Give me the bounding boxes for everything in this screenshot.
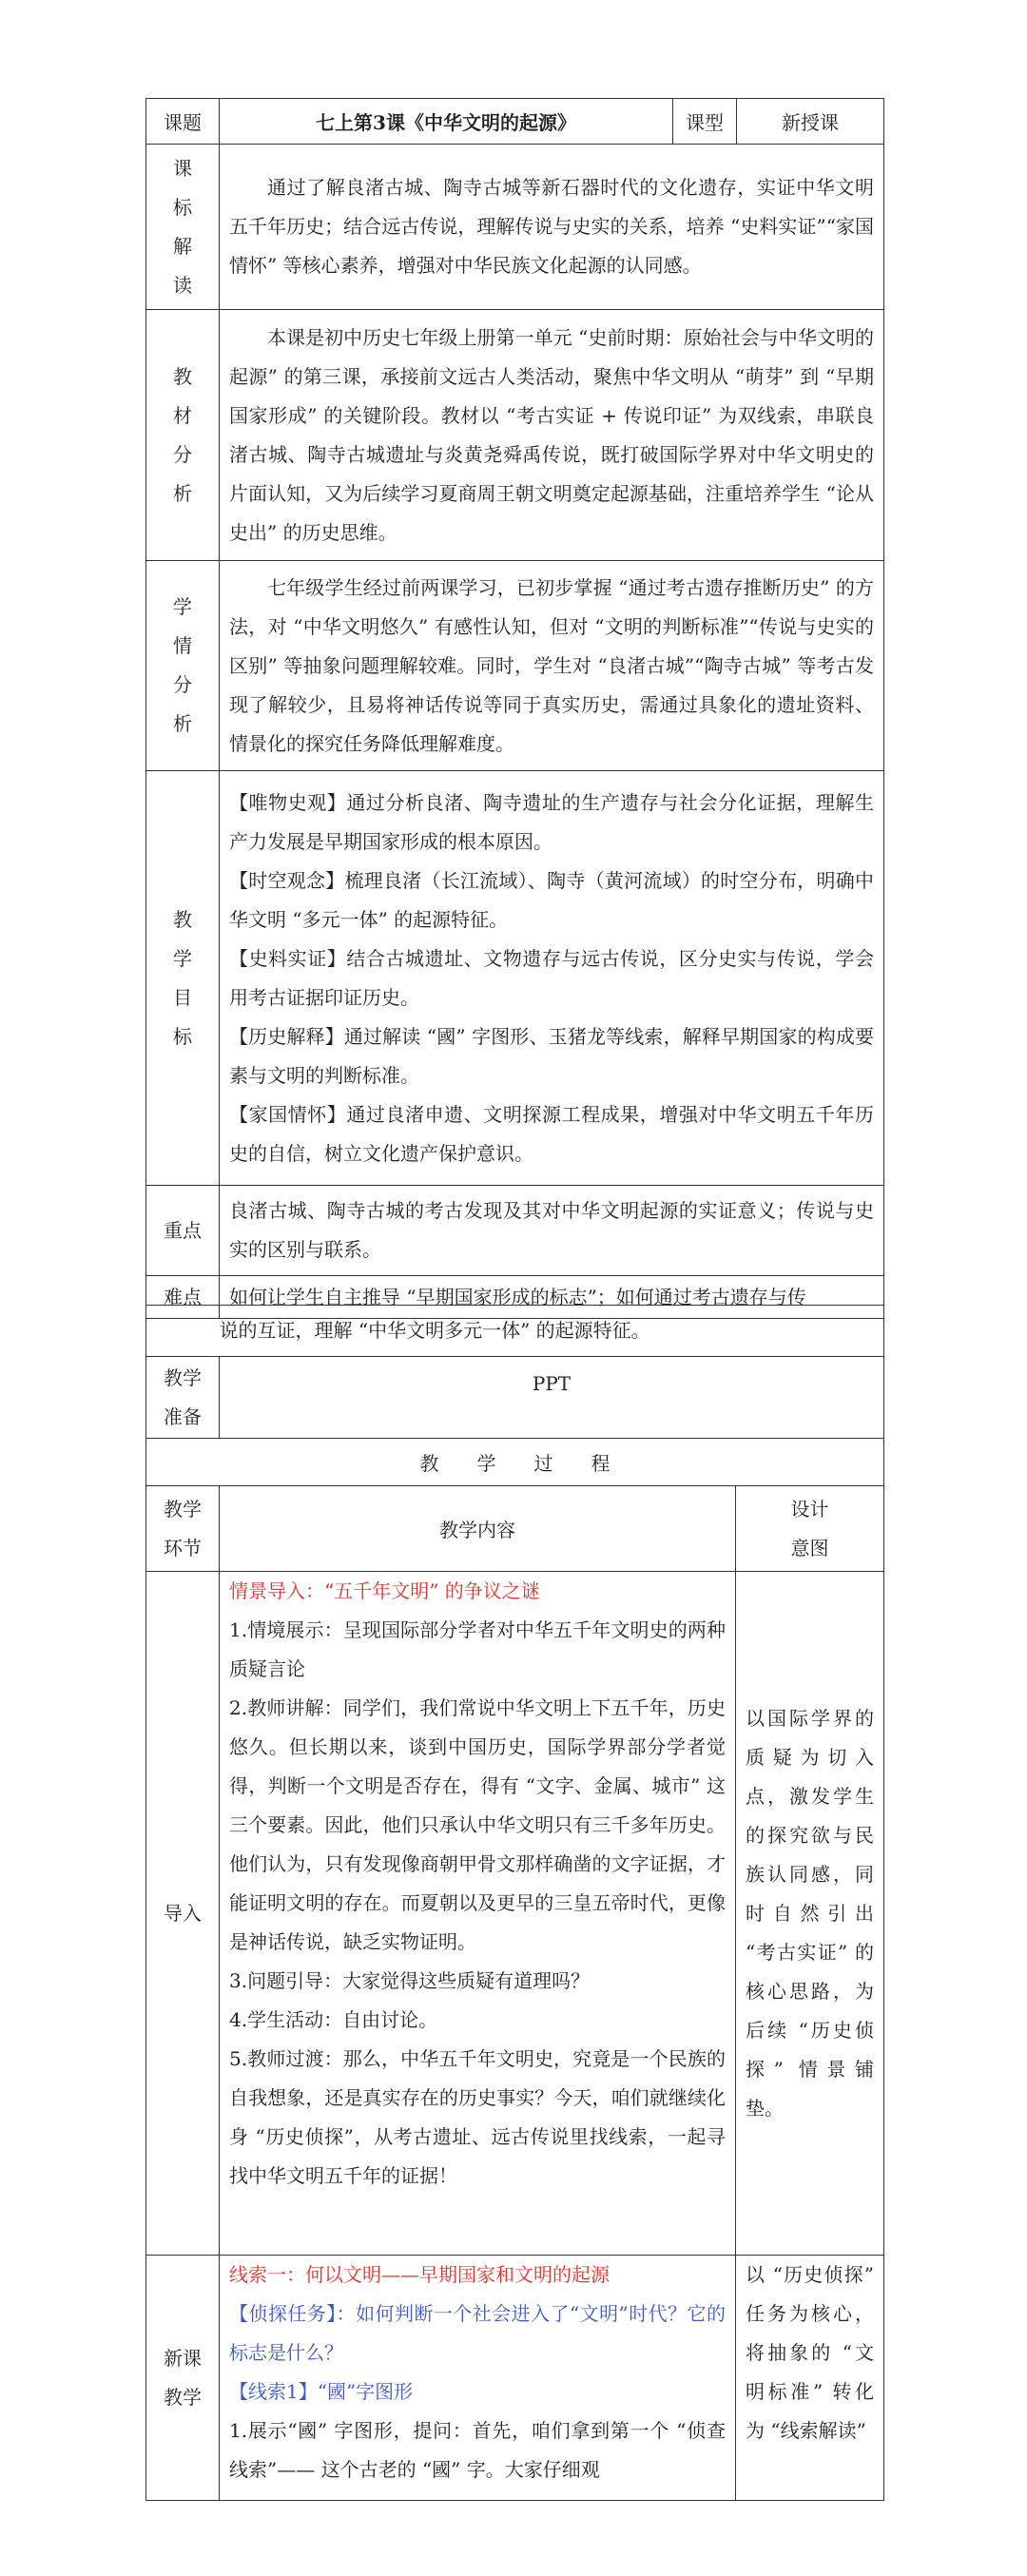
students-label: 学 情 分 析 (146, 561, 220, 771)
clue-heading: 线索一：何以文明——早期国家和文明的起源 (229, 2263, 610, 2286)
clue1-label: 【线索1】“國”字图形 (229, 2380, 414, 2403)
type-label: 课型 (673, 99, 737, 145)
difficulties-text-part2: 说的互证，理解 “中华文明多元一体” 的起源特征。 (220, 1306, 884, 1357)
goal-item: 【家国情怀】通过良渚申遗、文明探源工程成果，增强对中华文明五千年历史的自信，树立文化遗产保护意识。 (229, 1102, 874, 1165)
prep-label: 教学 准备 (146, 1357, 220, 1439)
goal-item: 【史料实证】结合古城遗址、文物遗存与远古传说，区分史实与传说，学会用考古证据印证历史。 (229, 946, 874, 1009)
textbook-label: 教 材 分 析 (146, 310, 220, 561)
intro-intent: 以国际学界的质疑为切入点，激发学生的探究欲与民族认同感，同时自然引出 “考古实证” 的核心思路，为后续 “历史侦探” 情景铺垫。 (736, 1572, 884, 2256)
intro-heading: 情景导入：“五千年文明” 的争议之谜 (229, 1579, 540, 1602)
goals-label: 教 学 目 标 (146, 771, 220, 1186)
intro-content (220, 1572, 736, 2256)
intro-stage: 导入 (146, 1572, 220, 2256)
standard-text: 通过了解良渚古城、陶寺古城等新石器时代的文化遗存，实证中华文明五千年历史；结合远古传说，理解传说与史实的关系，培养 “史料实证”“家国情怀” 等核心素养，增强对中华民族文化起源的认同感。 (220, 145, 884, 310)
intro-step: 5.教师过渡：那么，中华五千年文明史，究竟是一个民族的自我想象，还是真实存在的历史事实？今天，咱们就继续化身 “历史侦探”，从考古遗址、远古传说里找线索，一起寻找中华文明五千年的证据！ (229, 2047, 726, 2187)
intro-step: 2.教师讲解：同学们，我们常说中华文明上下五千年，历史悠久。但长期以来，谈到中国历史，国际学界部分学者觉得，判断一个文明是否存在，得有 “文字、金属、城市” 这三个要素。因此，他们只承认中华文明只有三千多年历史。他们认为，只有发现像商朝甲骨文那样确凿的文字证据，才能证明文明的存在。而夏朝以及更早的三皇五帝时代，更像是神话传说，缺乏实物证明。 (229, 1696, 726, 1953)
intro-step: 3.问题引导：大家觉得这些质疑有道理吗？ (229, 1969, 591, 1992)
process-title: 教 学 过 程 (146, 1439, 884, 1486)
goal-item: 【唯物史观】通过分析良渚、陶寺遗址的生产遗存与社会分化证据，理解生产力发展是早期国家形成的根本原因。 (229, 790, 874, 853)
intro-step: 1.情境展示：呈现国际部分学者对中华五千年文明史的两种质疑言论 (229, 1618, 726, 1680)
difficulties-text-part1: 如何让学生自主推导 “早期国家形成的标志”；如何通过考古遗存与传 (220, 1276, 884, 1319)
new-lesson-stage: 新课 教学 (146, 2256, 220, 2501)
lesson-plan-table-page1 (145, 98, 884, 1319)
students-text: 七年级学生经过前两课学习，已初步掌握 “通过考古遗存推断历史” 的方法，对 “中华文明悠久” 有感性认知，但对 “文明的判断标准”“传说与史实的区别” 等抽象问题理解较难。同时，学生对 “良渚古城”“陶寺古城” 等考古发现了解较少，且易将神话传说等同于真实历史，需通过具象化的遗址资料、情景化的探究任务降低理解难度。 (220, 561, 884, 771)
lesson-plan-table-page2 (145, 1305, 884, 2501)
standard-label: 课 标 解 读 (146, 145, 220, 310)
textbook-text: 本课是初中历史七年级上册第一单元 “史前时期：原始社会与中华文明的起源” 的第三课，承接前文远古人类活动，聚焦中华文明从 “萌芽” 到 “早期国家形成” 的关键阶段。教材以 “考古实证 + 传说印证” 为双线索，串联良渚古城、陶寺古城遗址与炎黄尧舜禹传说，既打破国际学界对中华文明史的片面认知，又为后续学习夏商周王朝文明奠定起源基础，注重培养学生 “论从史出” 的历史思维。 (220, 310, 884, 561)
key-points-label: 重点 (146, 1186, 220, 1276)
topic-label: 课题 (146, 99, 220, 145)
prep-text: PPT (220, 1357, 884, 1439)
goal-item: 【时空观念】梳理良渚（长江流域）、陶寺（黄河流域）的时空分布，明确中华文明 “多元一体” 的起源特征。 (229, 868, 874, 931)
col-content-header: 教学内容 (220, 1486, 736, 1572)
goal-item: 【历史解释】通过解读 “國” 字图形、玉猪龙等线索，解释早期国家的构成要素与文明的判断标准。 (229, 1024, 874, 1087)
key-points-text: 良渚古城、陶寺古城的考古发现及其对中华文明起源的实证意义；传说与史实的区别与联系。 (220, 1186, 884, 1276)
new-lesson-intent: 以 “历史侦探” 任务为核心，将抽象的 “文明标准” 转化为 “线索解读” (736, 2256, 884, 2501)
difficulties-label: 难点 (146, 1276, 220, 1319)
topic-title: 七上第3课《中华文明的起源》 (220, 99, 673, 145)
type-value: 新授课 (737, 99, 884, 145)
col-intent-header: 设计 意图 (736, 1486, 884, 1572)
new-lesson-content (220, 2256, 736, 2501)
detective-task: 【侦探任务】：如何判断一个社会进入了“文明”时代？它的标志是什么？ (229, 2302, 726, 2364)
goals-list (220, 771, 884, 1186)
intro-step: 4.学生活动：自由讨论。 (229, 2008, 438, 2031)
col-stage-header: 教学 环节 (146, 1486, 220, 1572)
clue1-step: 1.展示“國” 字图形，提问：首先，咱们拿到第一个 “侦查线索”—— 这个古老的 “國” 字。大家仔细观 (229, 2419, 726, 2481)
